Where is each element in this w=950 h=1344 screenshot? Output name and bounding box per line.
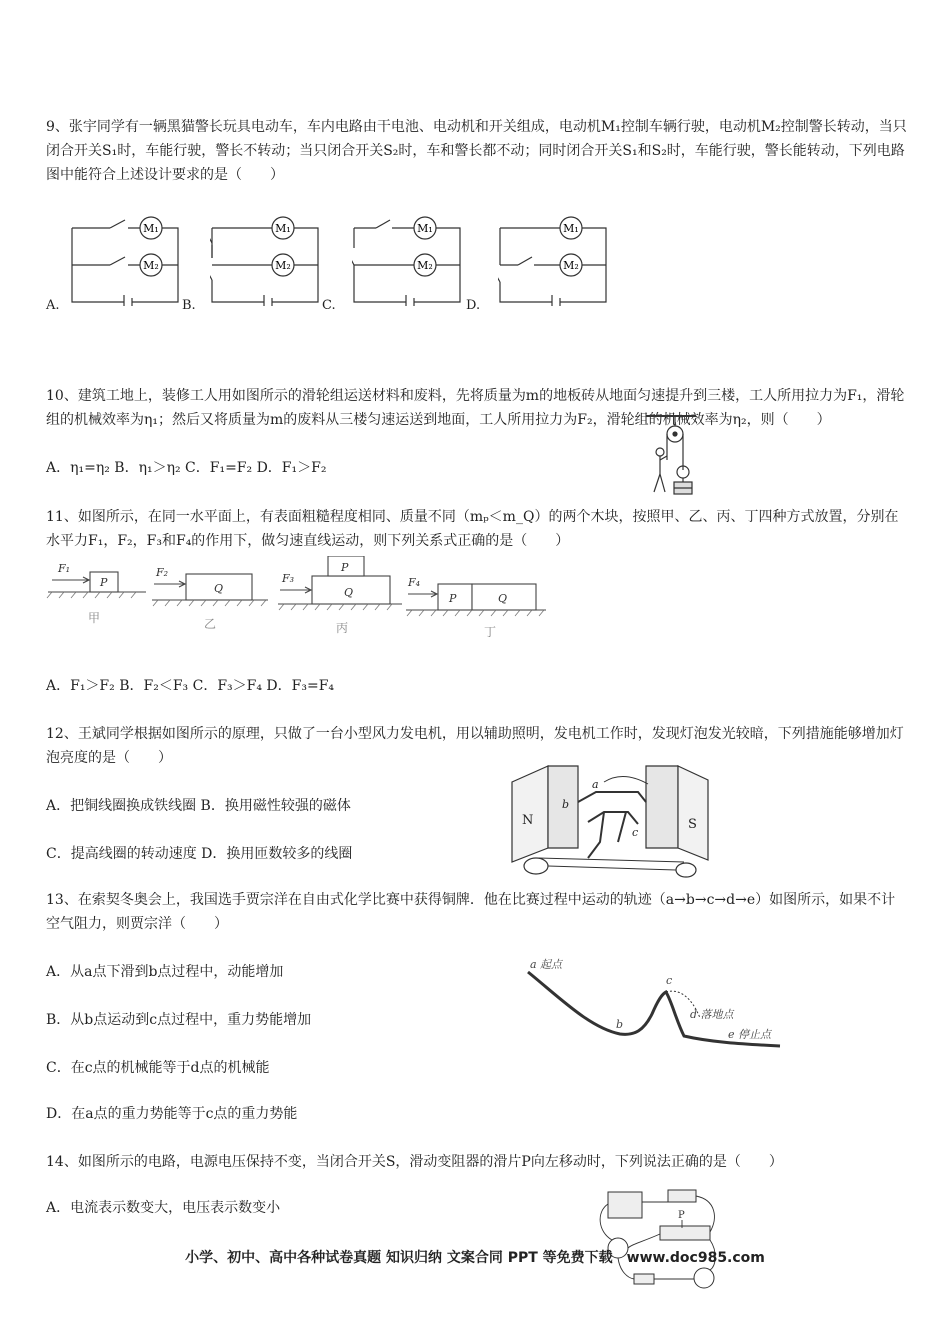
motor-m1-label: M₁: [563, 222, 579, 235]
coil-b-label: b: [562, 798, 570, 811]
force-f3-label: F₃: [282, 572, 295, 585]
circuit-c-diagram: [352, 210, 464, 306]
block-q-label: Q: [498, 592, 508, 605]
slider-p-label: P: [678, 1210, 685, 1221]
ski-track-figure: [520, 958, 784, 1050]
q14-option-a: A．电流表示数变大，电压表示数变小: [46, 1200, 281, 1216]
pulley-figure: [640, 412, 702, 498]
circuit-a-diagram: [70, 210, 182, 306]
q12-options-line2: C．提高线圈的转动速度 D．换用匝数较多的线圈: [46, 846, 353, 862]
blocks-figure: [46, 556, 556, 640]
q12-options-line1: A．把铜线圈换成铁线圈 B．换用磁性较强的磁体: [46, 798, 351, 814]
q9-text: 9、张宇同学有一辆黑猫警长玩具电动车，车内电路由干电池、电动机和开关组成，电动机M₁控制车辆行驶，电动机M₂控制警长转动，当只闭合开关S₁时，车能行驶，警长不转动；当只闭合开关S₂时，车和警长都不动；同时闭合开关S₁和S₂时，车能行驶，警长能转动，下列电路图中能符合上述设计要求的是（ ）: [46, 119, 907, 183]
q11-text: 11、如图所示，在同一水平面上，有表面粗糙程度相同、质量不同（mₚ＜m_Q）的两个木块，按照甲、乙、丙、丁四种方式放置，分别在水平力F₁，F₂，F₃和F₄的作用下，做匀速直线运动，则下列关系式正确的是（ ）: [46, 509, 899, 549]
caption-ding: 丁: [483, 625, 497, 639]
q13-option-c: C．在c点的机械能等于d点的机械能: [46, 1060, 270, 1076]
block-q-label: Q: [214, 582, 224, 595]
q13-option-b: B．从b点运动到c点过程中，重力势能增加: [46, 1012, 312, 1028]
force-f1-label: F₁: [58, 562, 71, 575]
q11-options: A．F₁＞F₂ B．F₂＜F₃ C．F₃＞F₄ D．F₃=F₄: [46, 678, 335, 694]
caption-bing: 丙: [335, 621, 349, 635]
motor-m2-label: M₂: [417, 259, 433, 272]
block-p-label: P: [341, 561, 349, 574]
pole-s-label: S: [688, 817, 697, 832]
track-point-a: a 起点: [530, 958, 563, 971]
track-point-d: d 落地点: [690, 1008, 734, 1021]
caption-yi: 乙: [203, 617, 217, 631]
motor-m2-label: M₂: [143, 259, 159, 272]
track-point-b: b: [616, 1018, 624, 1031]
q12-text: 12、王斌同学根据如图所示的原理，只做了一台小型风力发电机，用以辅助照明，发电机工作时，发现灯泡发光较暗，下列措施能够增加灯泡亮度的是（ ）: [46, 726, 904, 766]
q9-label-b: B.: [182, 298, 196, 313]
pole-n-label: N: [522, 813, 534, 828]
motor-m1-label: M₁: [143, 222, 159, 235]
track-point-c: c: [666, 974, 673, 987]
motor-m2-label: M₂: [275, 259, 291, 272]
q13-option-a: A．从a点下滑到b点过程中，动能增加: [46, 964, 284, 980]
q10-text: 10、建筑工地上，装修工人用如图所示的滑轮组运送材料和废料，先将质量为m的地板砖从地面匀速提升到三楼，工人所用拉力为F₁，滑轮组的机械效率为η₁；然后又将质量为m的废料从三楼匀速运送到地面，工人所用拉力为F₂，滑轮组的机械效率为η₂，则（ ）: [46, 388, 905, 428]
track-point-e: e 停止点: [728, 1028, 772, 1041]
force-f2-label: F₂: [156, 566, 169, 579]
caption-jia: 甲: [87, 611, 101, 625]
coil-c-label: c: [632, 826, 639, 839]
motor-m1-label: M₁: [275, 222, 291, 235]
coil-a-label: a: [592, 778, 599, 791]
q9-label-d: D.: [466, 298, 481, 313]
q13-text: 13、在索契冬奥会上，我国选手贾宗洋在自由式化学比赛中获得铜牌．他在比赛过程中运动的轨迹（a→b→c→d→e）如图所示，如果不计空气阻力，则贾宗洋（ ）: [46, 892, 896, 932]
circuit-q14-figure: [592, 1182, 732, 1304]
q9-circuit-figures: [46, 210, 626, 320]
q14-text: 14、如图所示的电路，电源电压保持不变，当闭合开关S，滑动变阻器的滑片P向左移动时，下列说法正确的是（ ）: [46, 1154, 783, 1170]
generator-figure: [508, 762, 714, 878]
block-p-label: P: [100, 576, 108, 589]
block-q-label: Q: [344, 586, 354, 599]
motor-m2-label: M₂: [563, 259, 579, 272]
q10-options: A．η₁=η₂ B．η₁＞η₂ C．F₁=F₂ D．F₁＞F₂: [46, 460, 327, 476]
q9-label-c: C.: [322, 298, 336, 313]
circuit-b-diagram: [210, 210, 322, 306]
circuit-d-diagram: [498, 210, 610, 306]
force-f4-label: F₄: [408, 576, 421, 589]
q9-label-a: A.: [46, 298, 60, 313]
q13-option-d: D．在a点的重力势能等于c点的重力势能: [46, 1106, 298, 1122]
motor-m1-label: M₁: [417, 222, 433, 235]
block-p-label: P: [449, 592, 457, 605]
page-footer: 小学、初中、高中各种试卷真题 知识归纳 文案合同 PPT 等免费下载 www.doc985.com: [185, 1250, 765, 1266]
